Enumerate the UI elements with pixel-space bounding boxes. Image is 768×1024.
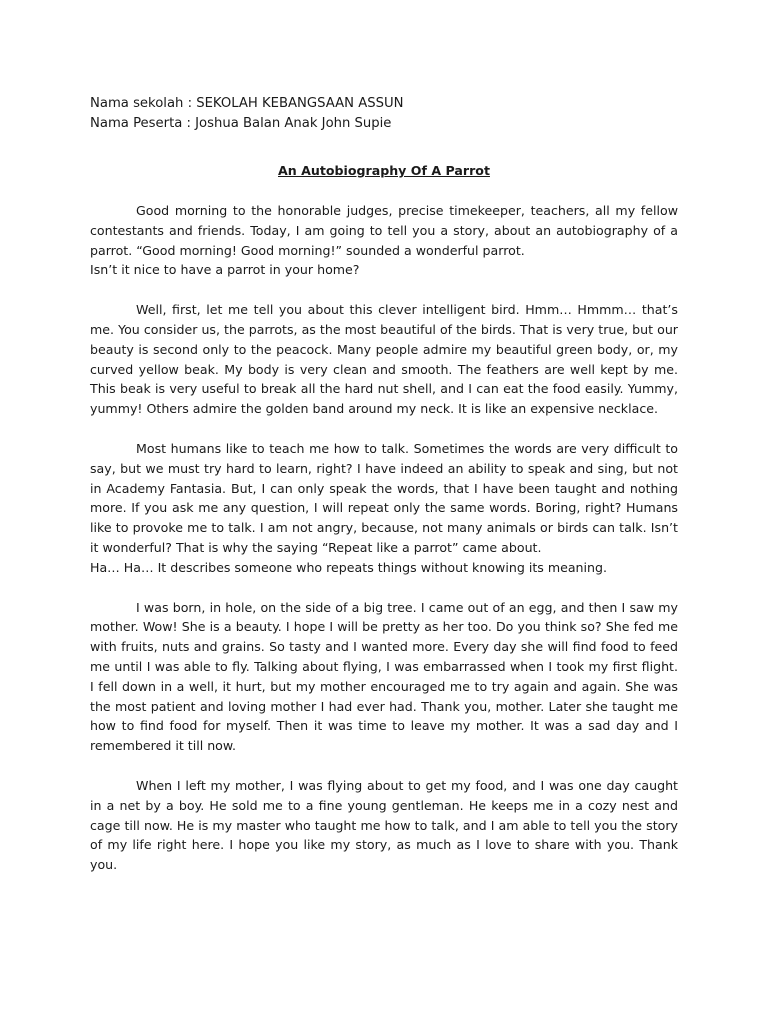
paragraph-tail-line: Ha… Ha… It describes someone who repeats things without knowing its meaning.	[90, 559, 608, 575]
paragraph-text: Most humans like to teach me how to talk. Sometimes the words are very difficult to say, but we must try hard to learn, right? I have indeed an ability to speak and sing, but not in Academy Fantasia. But, I can only speak the words, that I have been taught and nothing more. If you ask me any question, I will repeat only the same words. Boring, right? Humans like to provoke me to talk. I am not angry, because, not many animals or birds can talk. Isn’t it wonderful? That is why the saying “Repeat like a parrot” came about.	[90, 440, 678, 555]
paragraph-text: When I left my mother, I was flying about to get my food, and I was one day caught in a net by a boy. He sold me to a fine young gentleman. He keeps me in a cozy nest and cage till now. He is my master who taught me how to talk, and I am able to tell you the story of my life right here. I hope you like my story, as much as I love to share with you. Thank you.	[90, 777, 678, 873]
paragraph-childhood	[90, 598, 678, 756]
participant-name-line: Nama Peserta : Joshua Balan Anak John Supie	[90, 116, 392, 131]
essay-title: An Autobiography Of A Parrot	[278, 163, 490, 178]
paragraph-text: I was born, in hole, on the side of a big tree. I came out of an egg, and then I saw my mother. Wow! She is a beauty. I hope I will be pretty as her too. Do you think so? She fed me with fruits, nuts and grains. So tasty and I wanted more. Every day she will find food to feed me until I was able to fly. Talking about flying, I was embarrassed when I took my first flight. I fell down in a well, it hurt, but my mother encouraged me to try again and again. She was the most patient and loving mother I had ever had. Thank you, mother. Later she taught me how to find food for myself. Then it was time to leave my mother. It was a sad day and I remembered it till now.	[90, 599, 678, 754]
document-page	[90, 94, 678, 895]
paragraph-appearance	[90, 300, 678, 419]
paragraph-greeting	[90, 201, 678, 280]
paragraph-text: Well, first, let me tell you about this clever intelligent bird. Hmm… Hmmm… that’s me. You consider us, the parrots, as the most beautiful of the birds. That is very true, but our beauty is second only to the peacock. Many people admire my beautiful green body, or, my curved yellow beak. My body is very clean and smooth. The feathers are well kept by me. This beak is very useful to break all the hard nut shell, and I can eat the food easily. Yummy, yummy! Others admire the golden band around my neck. It is like an expensive necklace.	[90, 302, 678, 417]
paragraph-text: Good morning to the honorable judges, precise timekeeper, teachers, all my fellow contestants and friends. Today, I am going to tell you a story, about an autobiography of a parrot. “Good morning! Good morning!” sounded a wonderful parrot.	[90, 203, 678, 258]
paragraph-talking	[90, 439, 678, 578]
paragraph-ending	[90, 776, 678, 875]
school-name-line: Nama sekolah : SEKOLAH KEBANGSAAN ASSUN	[90, 96, 404, 111]
paragraph-tail-line: Isn’t it nice to have a parrot in your home?	[90, 262, 360, 278]
